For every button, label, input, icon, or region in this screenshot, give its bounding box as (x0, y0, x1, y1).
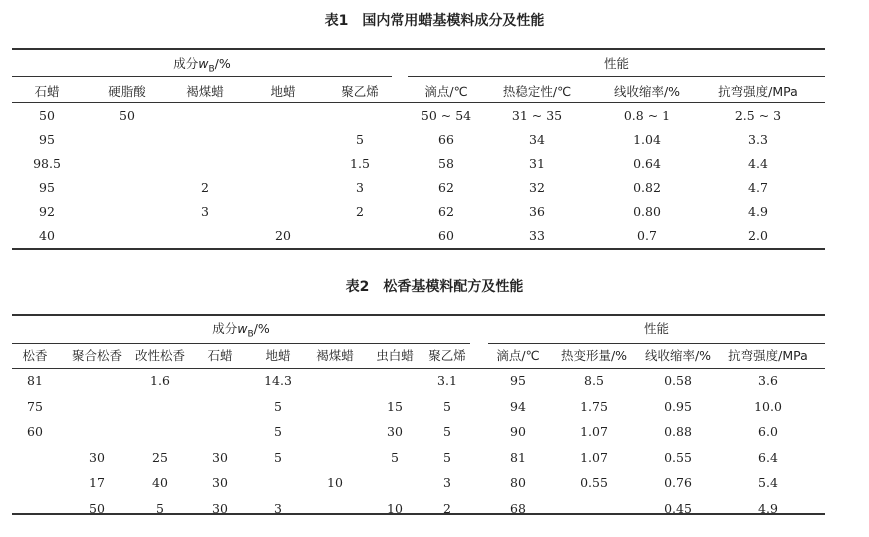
table2-column-header: 热变形量/% (560, 348, 628, 363)
table1-cell: 0.64 (633, 156, 661, 171)
table1-cell: 98.5 (33, 156, 61, 171)
table2-cell: 8.5 (584, 373, 604, 388)
table1-cell: 62 (438, 204, 454, 219)
table2-cell: 81 (510, 449, 526, 465)
table1-cell: 1.04 (633, 132, 661, 147)
table2-cell: 17 (89, 475, 105, 490)
table2-cell: 4.9 (758, 500, 778, 516)
table1-cell: 0.80 (633, 204, 661, 219)
table1-cell: 58 (438, 156, 454, 171)
table2-cell: 0.58 (664, 373, 692, 388)
table2-cell: 0.88 (664, 424, 692, 439)
table1-column-header: 热稳定性/℃ (502, 84, 572, 99)
table2-cell: 1.07 (580, 424, 608, 439)
table1-cell: 32 (529, 180, 545, 195)
table1-cell: 62 (438, 180, 454, 195)
table1-cell: 3.3 (748, 132, 768, 147)
table1-cell: 31 (529, 156, 545, 171)
table1-cell: 33 (529, 228, 545, 243)
table2-cell: 0.76 (664, 475, 692, 490)
table1-cell: 36 (529, 204, 545, 219)
table2-column-header: 聚乙烯 (428, 348, 466, 363)
table1-cell: 5 (356, 132, 364, 147)
table2-column-header: 抗弯强度/MPa (728, 348, 808, 363)
table2-cell: 10.0 (754, 398, 782, 414)
table2-cell: 5 (443, 424, 451, 439)
table2-cell: 5 (443, 398, 451, 414)
table1-column-header: 硬脂酸 (108, 84, 146, 99)
table2-cell: 0.45 (664, 500, 692, 516)
table1-cell: 2.0 (748, 228, 768, 243)
table2-cell: 3 (443, 475, 451, 490)
table1-column-header: 聚乙烯 (341, 84, 379, 99)
table2-cell: 50 (89, 500, 105, 516)
table1-title: 表1 国内常用蜡基模料成分及性能 (324, 13, 545, 29)
table2-cell: 30 (212, 449, 228, 465)
table2-cell: 30 (89, 449, 105, 465)
table2-cell: 30 (212, 500, 228, 516)
table2-composition-rule (12, 343, 470, 344)
table2-cell: 81 (27, 373, 43, 388)
table1-cell: 95 (39, 132, 55, 147)
table2-cell: 0.95 (664, 398, 692, 414)
table2-cell: 3.1 (437, 373, 457, 388)
table1-cell: 0.82 (633, 180, 661, 195)
table1-cell: 4.9 (748, 204, 768, 219)
table2-cell: 30 (387, 424, 403, 439)
table1-cell: 2 (356, 204, 364, 219)
table1-header-rule (12, 102, 825, 103)
table2-title: 表2 松香基模料配方及性能 (345, 279, 524, 295)
table1-properties-rule (408, 76, 825, 77)
table1-cell: 4.7 (748, 180, 768, 195)
table1-top-rule (12, 48, 825, 50)
table2-cell: 2 (443, 500, 451, 516)
table1-cell: 4.4 (748, 156, 768, 171)
table2-cell: 25 (152, 449, 168, 465)
table2-cell: 60 (27, 424, 43, 439)
table1-cell: 40 (39, 228, 55, 243)
table1-cell: 31 ~ 35 (511, 108, 563, 123)
table2-column-header: 石蜡 (207, 348, 233, 363)
table2-column-header: 改性松香 (134, 348, 185, 363)
table2-properties-rule (488, 343, 825, 344)
table2-cell: 5 (391, 449, 399, 465)
table2-cell: 40 (152, 475, 168, 490)
table2-cell: 5 (443, 449, 451, 465)
table1-column-header: 抗弯强度/MPa (718, 84, 798, 99)
table2-cell: 1.07 (580, 449, 608, 465)
table2-cell: 6.4 (758, 449, 778, 465)
table2-properties-header: 性能 (643, 321, 669, 336)
table2-cell: 3 (274, 500, 282, 516)
table2-cell: 0.55 (664, 449, 692, 465)
table1-cell: 60 (438, 228, 454, 243)
table2-top-rule (12, 314, 825, 316)
table2-cell: 5.4 (758, 475, 778, 490)
table2-cell: 3.6 (758, 373, 778, 388)
table2-cell: 80 (510, 475, 526, 490)
table1-properties-header: 性能 (603, 56, 629, 71)
table1-cell: 50 (39, 108, 55, 123)
table2-cell: 5 (274, 449, 282, 465)
table1-cell: 0.8 ~ 1 (623, 108, 671, 123)
table2-composition-header: 成分$w_B/\%$ (212, 321, 270, 340)
table1-column-header: 褐煤蜡 (186, 84, 224, 99)
table2-column-header: 线收缩率/% (644, 348, 712, 363)
table1-cell: 1.5 (350, 156, 370, 171)
table1-column-header: 地蜡 (270, 84, 296, 99)
table1-cell: 34 (529, 132, 545, 147)
table2-column-header: 虫白蜡 (376, 348, 414, 363)
table1-cell: 2.5 ~ 3 (734, 108, 782, 123)
table2-column-header: 松香 (22, 348, 48, 363)
table2-cell: 5 (274, 424, 282, 439)
table2-cell: 5 (156, 500, 164, 516)
table1-column-header: 线收缩率/% (613, 84, 681, 99)
table2-column-header: 地蜡 (265, 348, 291, 363)
table1-cell: 50 (119, 108, 135, 123)
table1-cell: 3 (356, 180, 364, 195)
table1-cell: 95 (39, 180, 55, 195)
table2-cell: 6.0 (758, 424, 778, 439)
table2-cell: 30 (212, 475, 228, 490)
table2-cell: 90 (510, 424, 526, 439)
table1-cell: 92 (39, 204, 55, 219)
table2-cell: 75 (27, 398, 43, 414)
table2-cell: 94 (510, 398, 526, 414)
table1-cell: 0.7 (637, 228, 657, 243)
table2-cell: 10 (387, 500, 403, 516)
table2-cell: 95 (510, 373, 526, 388)
table1-column-header: 滴点/℃ (424, 84, 468, 99)
table1-cell: 20 (275, 228, 291, 243)
table1-cell: 2 (201, 180, 209, 195)
table1-bottom-rule (12, 248, 825, 250)
table2-cell: 14.3 (264, 373, 292, 388)
table2-cell: 15 (387, 398, 403, 414)
table1-column-header: 石蜡 (34, 84, 60, 99)
table1-cell: 66 (438, 132, 454, 147)
table2-cell: 5 (274, 398, 282, 414)
table2-cell: 68 (510, 500, 526, 516)
table2-column-header: 滴点/℃ (496, 348, 540, 363)
table1-cell: 3 (201, 204, 209, 219)
table2-column-header: 聚合松香 (71, 348, 122, 363)
table2-cell: 1.6 (150, 373, 170, 388)
table1-cell: 50 ~ 54 (420, 108, 472, 123)
table2-cell: 0.55 (580, 475, 608, 490)
table1-composition-header: 成分$w_B/\%$ (173, 56, 231, 75)
table2-column-header: 褐煤蜡 (316, 348, 354, 363)
table2-header-rule (12, 368, 825, 369)
table2-cell: 1.75 (580, 398, 608, 414)
table2-cell: 10 (327, 475, 343, 490)
